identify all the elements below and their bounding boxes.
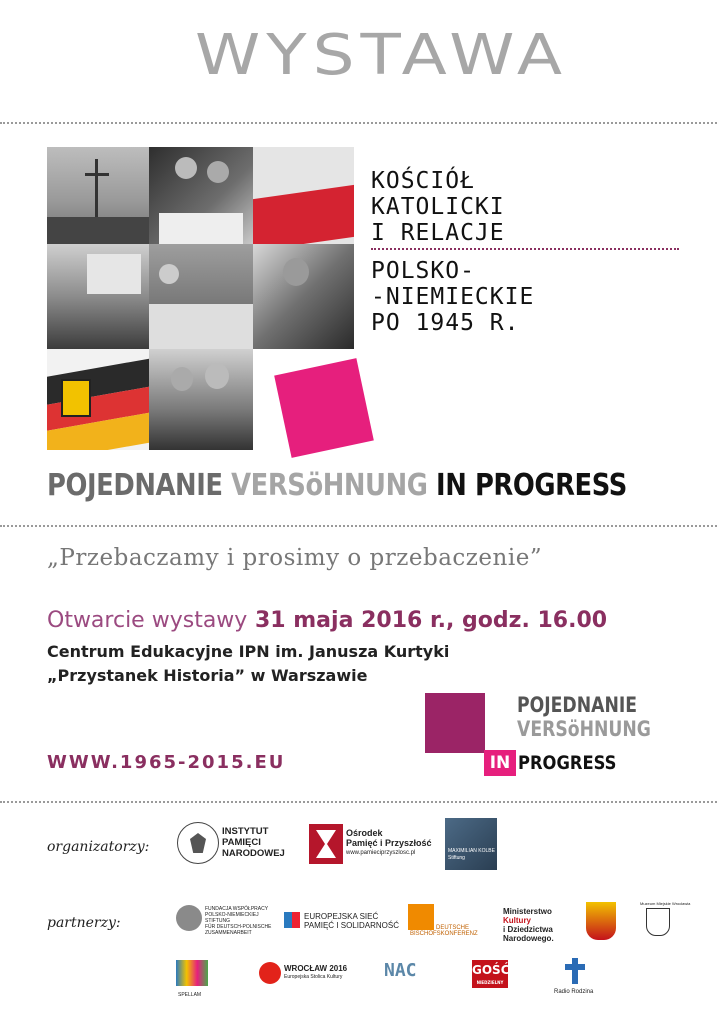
partners-label: partnerzy: [47,915,121,931]
organizers-label: organizatorzy: [47,839,150,855]
venue-line-1: Centrum Edukacyjne IPN im. Janusza Kurtyki [47,642,450,661]
ministerstwo-line: Ministerstwo [503,907,552,916]
spellam-logo-icon [176,960,208,986]
fundacja-line: ZUSAMMENARBEIT [205,930,252,936]
subtitle-line: KATOLICKI [371,194,505,220]
osrodek-logo-text [346,828,432,858]
dbk-logo-text [410,925,478,937]
wroclaw-2016-text [284,964,347,982]
photo-polish-flag [253,147,354,244]
radio-rodzina-text: Radio Rodzina [554,989,594,995]
brand-word-in-progress: IN PROGRESS [436,468,627,503]
logo-line-progress: PROGRESS [518,752,617,774]
fundacja-line: FUNDACJA WSPÓŁPRACY [205,906,269,912]
ipn-line: INSTYTUT [222,826,269,837]
ipn-line: PAMIĘCI [222,837,261,848]
dbk-line: DEUTSCHE [436,925,470,931]
subtitle-line: I RELACJE [371,220,505,246]
subtitle-line: POLSKO- [371,258,475,284]
kolbe-line: Stiftung [448,855,465,861]
fundacja-logo-icon [176,905,202,931]
siec-logo-icon [284,912,300,928]
ipn-logo-text [222,826,285,859]
page-title: WYSTAWA [195,22,568,88]
fundacja-line: FÜR DEUTSCH-POLNISCHE [205,924,272,930]
venue-line-2: „Przystanek Historia” w Warszawie [47,666,368,685]
gosc-logo [472,960,508,988]
radio-rodzina-cross-icon [563,958,587,984]
ipn-line: NARODOWEJ [222,848,285,859]
photo-meeting [149,244,253,349]
wroclaw-2016-icon [259,962,281,984]
logo-square [425,693,485,753]
gosc-line: GOŚĆ [472,963,510,977]
wroclaw-coat-of-arms-icon [586,902,616,940]
photo-embrace [149,349,253,450]
brand-word-versohnung: VERSöHNUNG [231,468,428,503]
fundacja-logo-text [205,906,271,936]
photo-bishops [149,147,253,244]
photo-crowd-cross [47,147,149,244]
dbk-line: BISCHOFSKONFERENZ [410,931,478,937]
photo-german-flag [47,349,149,450]
logo-text-block [517,693,651,741]
magenta-square [274,358,374,458]
osrodek-line: Ośrodek [346,828,383,838]
siec-logo-text [304,912,399,930]
subtitle-block-top [371,168,505,246]
nac-logo: NAC [384,960,417,981]
subtitle-line: -NIEMIECKIE [371,284,535,310]
opening-line [47,608,607,633]
divider-top [0,122,717,124]
opening-date: 31 maja 2016 r., godz. 16.00 [254,608,608,633]
ministerstwo-line: Kultury [503,916,531,925]
photo-clergy [253,244,354,349]
logo-line-versohnung: VERSöHNUNG [517,717,651,741]
divider-purple [371,248,679,250]
subtitle-line: PO 1945 R. [371,310,520,336]
ministerstwo-logo-text [503,907,554,943]
gosc-line: NIEDZIELNY [476,980,504,985]
brand-line [47,468,627,503]
osrodek-hourglass-icon [309,824,343,864]
subtitle-line: KOŚCIÓŁ [371,168,475,194]
muzeum-logo-text: Muzeum Miejskie Wrocławia [640,901,691,906]
osrodek-line: Pamięć i Przyszłość [346,838,432,848]
website-link[interactable]: WWW.1965-2015.EU [47,752,286,773]
logo-in-badge: IN [484,750,516,776]
wroclaw-line: WROCŁAW 2016 [284,964,348,973]
fundacja-line: STIFTUNG [205,918,230,924]
subtitle-block-bottom [371,258,534,336]
ipn-eagle-icon [177,822,219,864]
kolbe-stiftung-logo [445,818,497,870]
kolbe-line: MAXIMILIAN KOLBE [448,848,495,854]
opening-label: Otwarcie wystawy [47,608,248,633]
osrodek-line: www.pamieciprzyszlosc.pl [346,850,416,856]
wroclaw-line: Europejska Stolica Kultury [284,974,343,980]
photo-banners [47,244,149,349]
brand-word-pojednanie: POJEDNANIE [47,468,223,503]
motto-quote: „Przebaczamy i prosimy o przebaczenie” [47,545,543,571]
spellam-logo-text: SPELLAM [178,992,202,998]
ministerstwo-line: Narodowego. [503,934,554,943]
logo-line-pojednanie: POJEDNANIE [517,693,638,717]
divider-mid [0,525,717,527]
siec-line: PAMIĘĆ I SOLIDARNOŚĆ [304,921,399,930]
muzeum-shield-icon [646,908,670,936]
divider-bottom [0,801,717,803]
fundacja-line: POLSKO-NIEMIECKIEJ [205,912,259,918]
ministerstwo-line: i Dziedzictwa [503,925,553,934]
siec-line: EUROPEJSKA SIEĆ [304,912,379,921]
